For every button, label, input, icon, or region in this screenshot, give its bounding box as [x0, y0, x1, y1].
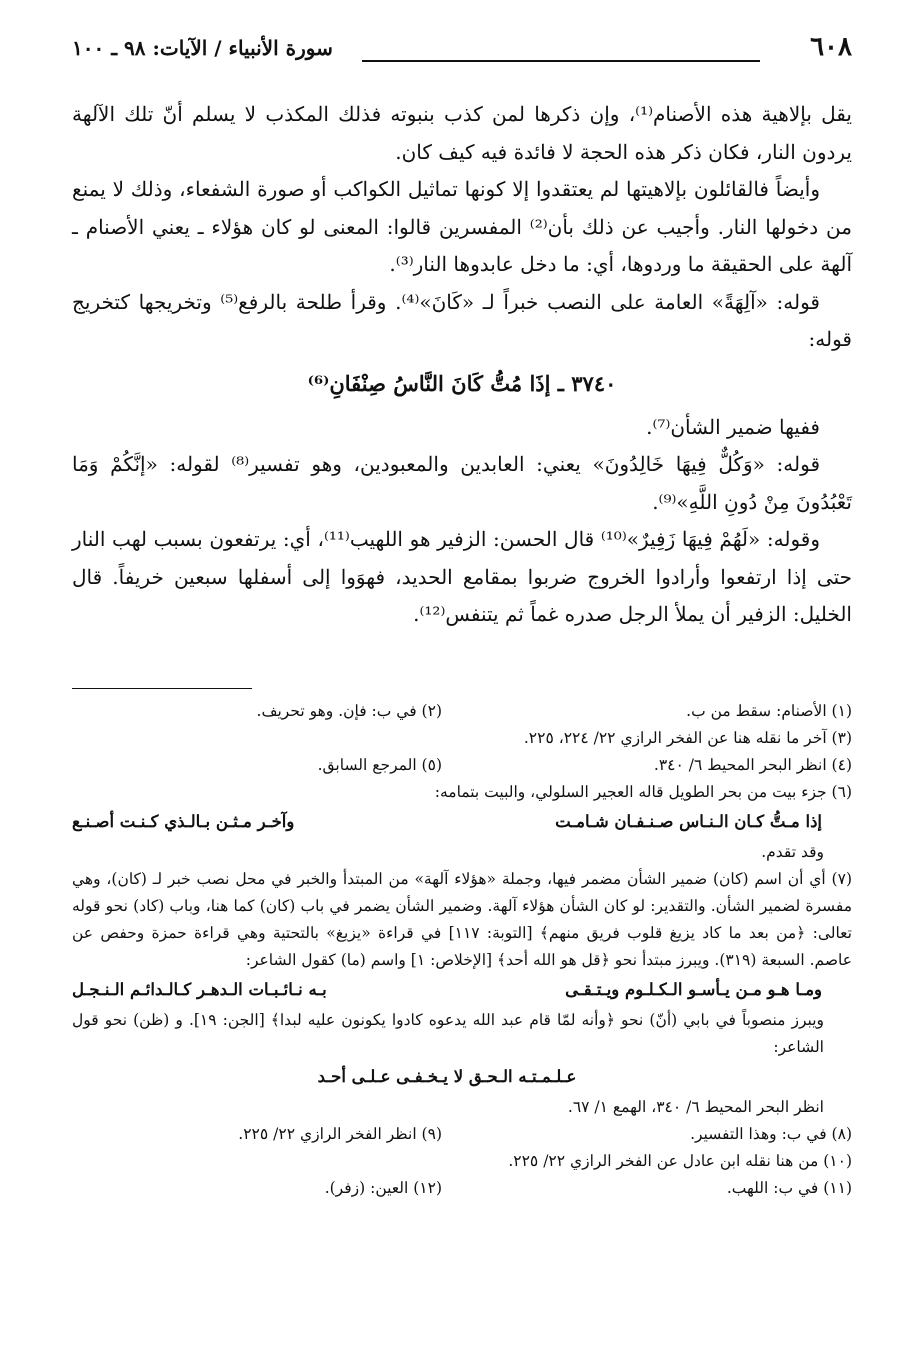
paragraph: وقوله: «لَهُمْ فِيهَا زَفِيرٌ»⁽¹⁰⁾ قال الحسن: الزفير هو اللهيب⁽¹¹⁾، أي: يرتفعون بسبب لهب النار حتى إذا ارتفعوا وأرادوا الخروج ضربوا بمقامع الحديد، فهوَوا إلى أسفلها سبعين خريفاً. قال الخليل: الزفير أن يملأ الرجل صدره غماً ثم يتنفس⁽¹²⁾. [72, 527, 852, 626]
paragraph: يقل بإلاهية هذه الأصنام⁽¹⁾، وإن ذكرها لمن كذب بنبوته فذلك المكذب لا يسلم أنّ تلك الآلهة يردون النار، فكان ذكر هذه الحجة لا فائدة فيه كيف كان. [72, 102, 852, 164]
footnote: (٩) انظر الفخر الرازي ٢٢/ ٢٢٥. [238, 1125, 442, 1143]
footnote: انظر البحر المحيط ٦/ ٣٤٠، الهمع ١/ ٦٧. [567, 1098, 824, 1116]
footnote-verse [72, 1063, 852, 1090]
paragraph: قوله: «وَكُلٌّ فِيهَا خَالِدُونَ» يعني: العابدين والمعبودين، وهو تفسير⁽⁸⁾ لقوله: «إنَّكُمْ وَمَا تَعْبُدُونَ مِنْ دُونِ اللَّهِ»⁽⁹⁾. [72, 452, 852, 514]
running-title: سورة الأنبياء / الآيات: ٩٨ ـ ١٠٠ [72, 36, 333, 60]
verse-hemistich: وآخـر مـثـن بـالـذي كـنـت أصـنـع [72, 812, 295, 831]
footnote-verse [72, 976, 852, 1003]
footnote: (٧) أي أن اسم (كان) ضمير الشأن مضمر فيها، وجملة «هؤلاء آلهة» من المبتدأ والخبر في محل نصب خبر لـ (كان)، وهي مفسرة لضمير الشأن. والتقدير: لو كان الشأن هؤلاء آلهة. وضمير الشأن يضمر في باب (كان) كما هنا، وباب (كاد) نحو قوله تعالى: ﴿من بعد ما كاد يزيغ قلوب فريق منهم﴾ [التوبة: ١١٧] في قراءة «يزيغ» بالتحتية وهي قراءة حمزة وحفص عن عاصم. السبعة (٣١٩). ويبرز مبتدأ نحو ﴿قل هو الله أحد﴾ [الإخلاص: ١] واسم (ما) كقول الشاعر: [72, 870, 852, 969]
footnotes [72, 698, 852, 1202]
footnote: (٨) في ب: وهذا التفسير. [690, 1125, 852, 1143]
poetry-verse: ٣٧٤٠ ـ إذَا مُتُّ كَانَ النَّاسُ صِنْفَانِ⁽⁶⁾ [307, 370, 617, 396]
header-rule [362, 60, 760, 62]
footnote-row [72, 698, 852, 725]
footnote-verse [72, 808, 852, 835]
paragraph: قوله: «آلِهَةً» العامة على النصب خبراً لـ «كَانَ»⁽⁴⁾. وقرأ طلحة بالرفع⁽⁵⁾ وتخريجها كتخريج قوله: [72, 289, 852, 351]
footnote-separator [72, 688, 252, 689]
verse-hemistich: إذا مـتُّ كـان الـنـاس صـنـفـان شـامـت [555, 812, 822, 831]
footnote-row [72, 1175, 852, 1202]
footnote: (١١) في ب: اللهب. [726, 1179, 852, 1197]
footnote-row [72, 1121, 852, 1148]
footnote: (٤) انظر البحر المحيط ٦/ ٣٤٠. [653, 756, 852, 774]
paragraph: ففيها ضمير الشأن⁽⁷⁾. [646, 414, 820, 439]
main-text [72, 96, 852, 634]
verse-hemistich: عـلـمـتـه الـحـق لا يـخـفـى عـلـى أحـد [317, 1067, 577, 1086]
footnote: (٢) في ب: فإن. وهو تحريف. [256, 702, 442, 720]
footnote: (١٢) العين: (زفر). [324, 1179, 442, 1197]
page-header [72, 30, 852, 70]
footnote: وقد تقدم. [761, 843, 824, 861]
footnote: (٥) المرجع السابق. [317, 756, 442, 774]
page-number: ٦٠٨ [810, 32, 852, 62]
paragraph: وأيضاً فالقائلون بإلاهيتها لم يعتقدوا إلا كونها تماثيل الكواكب أو صورة الشفعاء، وذلك لا يمنع من دخولها النار. وأجيب عن ذلك بأن⁽²⁾ المفسرين قالوا: المعنى لو كان هؤلاء ـ يعني الأصنام ـ آلهة على الحقيقة ما وردوها، أي: ما دخل عابدوها النار⁽³⁾. [72, 177, 852, 276]
verse-hemistich: ومـا هـو مـن يـأسـو الـكـلـوم ويـتـقـى [565, 980, 822, 999]
footnote: (١) الأصنام: سقط من ب. [686, 702, 852, 720]
footnote-row [72, 752, 852, 779]
footnote: ويبرز منصوباً في بابي (أنّ) نحو ﴿وأنه لمّا قام عبد الله يدعوه كادوا يكونون عليه لبدا﴾ [الجن: ١٩]. و (ظن) نحو قول الشاعر: [72, 1011, 824, 1056]
verse-hemistich: بـه نـائـبـات الـدهـر كـالـدائـم الـنـجـل [72, 980, 327, 999]
footnote: (٣) آخر ما نقله هنا عن الفخر الرازي ٢٢/ ٢٢٤، ٢٢٥. [523, 729, 852, 747]
footnote: (٦) جزء بيت من بحر الطويل قاله العجير السلولي، والبيت بتمامه: [434, 783, 852, 801]
footnote: (١٠) من هنا نقله ابن عادل عن الفخر الرازي ٢٢/ ٢٢٥. [508, 1152, 852, 1170]
